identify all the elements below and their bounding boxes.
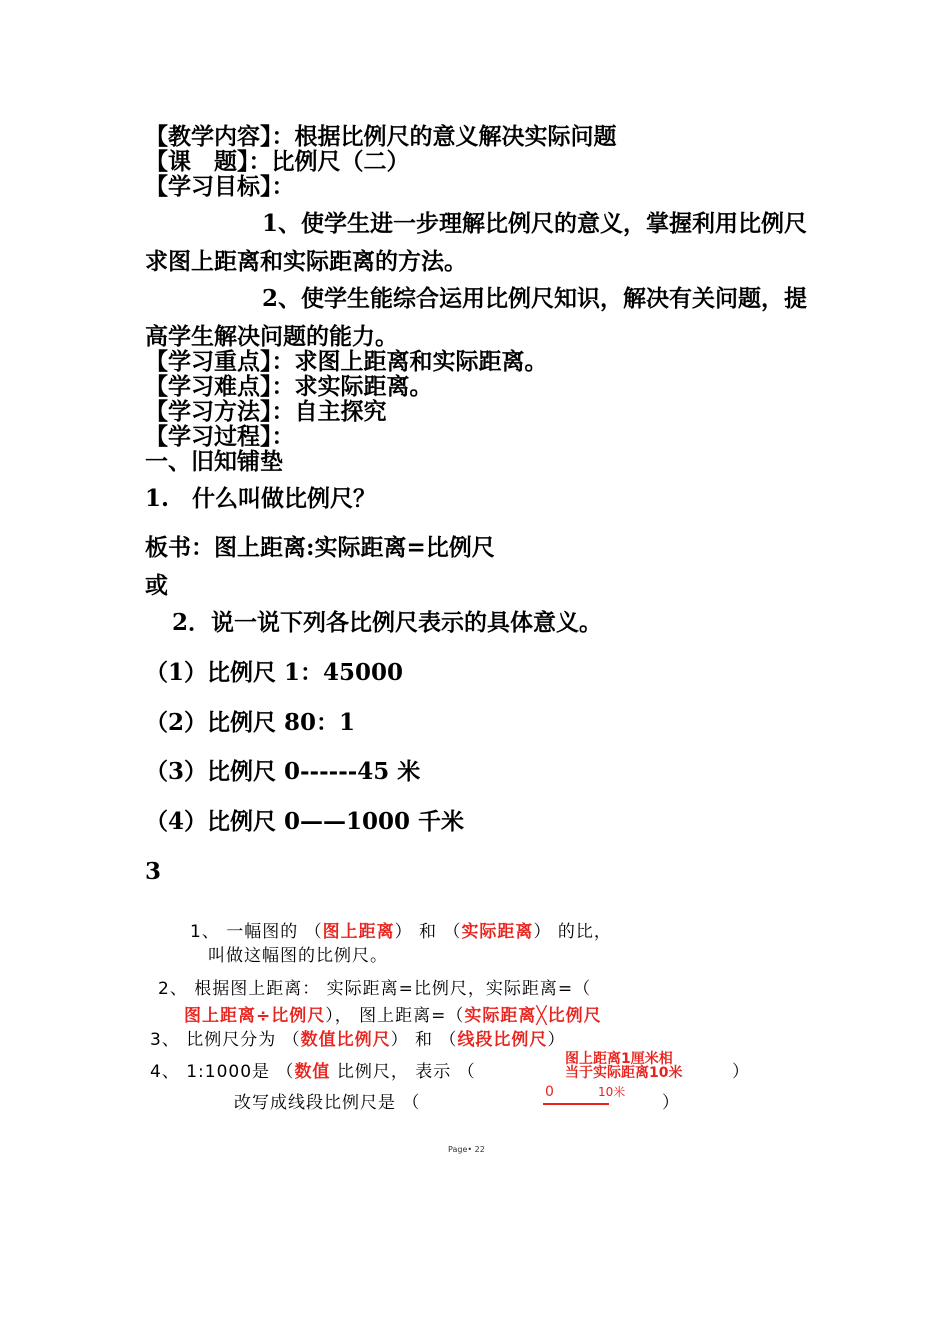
line-scale-bar	[543, 1103, 609, 1105]
answer-line-scale: 线段比例尺	[457, 1030, 548, 1050]
goal-1-line-2: 求图上距离和实际距离的方法。	[145, 248, 467, 275]
answer-formula-2b: 比例尺	[547, 1006, 602, 1026]
scale-item-1: （1）比例尺 1：45000	[145, 659, 404, 686]
scale-item-3: （3）比例尺 0------45 米	[145, 758, 421, 785]
goal-2-line-2: 高学生解决问题的能力。	[145, 323, 398, 350]
worksheet-image: 1、 一幅图的 （图上距离） 和 （实际距离） 的比， 叫做这幅图的比例尺。 2、 根据图上距离： 实际距离=比例尺，实际距离=（ 图上距离÷比例尺）， 图上距离=（实际距离╳比例尺 3、 比例尺分为 （数值比例尺） 和 （线段比例尺） 4、 1:1000是 （数值 比例尺， 表示 （ 图上距离1厘米相 当于实际距离10米 ） 改写成线段比例尺是 （ 0 10米 ）	[140, 905, 820, 1120]
answer-meaning: 图上距离1厘米相 当于实际距离10米	[565, 1051, 683, 1081]
goals-label: 【学习目标】：	[145, 173, 295, 200]
difficulty: 【学习难点】：求实际距离。	[145, 373, 433, 400]
scale-item-2: （2）比例尺 80：1	[145, 709, 356, 736]
key-points: 【学习重点】：求图上距离和实际距离。	[145, 348, 548, 375]
scale-item-4: （4）比例尺 0——1000 千米	[145, 808, 465, 835]
teaching-content: 【教学内容】：根据比例尺的意义解决实际问题	[145, 123, 617, 150]
goal-2-line-1: 2、使学生能综合运用比例尺知识，解决有关问题，提	[262, 285, 808, 312]
image-line-7: 改写成线段比例尺是 （	[234, 1093, 421, 1113]
answer-numeric-scale: 数值比例尺	[300, 1030, 391, 1050]
answer-actual-distance: 实际距离	[461, 922, 534, 942]
image-line-6: 4、 1:1000是 （数值 比例尺， 表示 （	[150, 1062, 476, 1082]
scale-ten-label: 10米	[598, 1085, 626, 1099]
question-1: 1. 什么叫做比例尺？	[145, 485, 377, 512]
question-2: 2．说一说下列各比例尺表示的具体意义。	[172, 609, 603, 636]
goal-1-line-1: 1、使学生进一步理解比例尺的意义，掌握利用比例尺	[262, 210, 808, 237]
image-line-3: 2、 根据图上距离： 实际距离=比例尺，实际距离=（	[158, 979, 592, 999]
image-line-5: 3、 比例尺分为 （数值比例尺） 和 （线段比例尺）	[150, 1030, 566, 1050]
answer-numeric: 数值	[294, 1062, 331, 1082]
image-line-2: 叫做这幅图的比例尺。	[208, 946, 388, 966]
part-1-heading: 一、旧知铺垫	[145, 448, 283, 475]
method: 【学习方法】：自主探究	[145, 398, 387, 425]
scale-zero-label: 0	[545, 1084, 554, 1100]
lesson-topic: 【课 题】：比例尺（二）	[145, 148, 410, 175]
page-number: Page• 22	[448, 1145, 485, 1154]
process-label: 【学习过程】：	[145, 423, 295, 450]
board-note: 板书：图上距离:实际距离=比例尺	[145, 534, 495, 561]
image-line-1: 1、 一幅图的 （图上距离） 和 （实际距离） 的比，	[190, 922, 612, 942]
multiply-mark: ╳	[536, 1006, 548, 1026]
answer-formula-1: 图上距离÷比例尺	[184, 1006, 326, 1026]
or-text: 或	[145, 572, 168, 599]
answer-map-distance: 图上距离	[322, 922, 395, 942]
image-line-4: 图上距离÷比例尺）， 图上距离=（实际距离╳比例尺	[184, 1006, 602, 1026]
answer-formula-2a: 实际距离	[464, 1006, 537, 1026]
question-3: 3	[145, 858, 162, 885]
